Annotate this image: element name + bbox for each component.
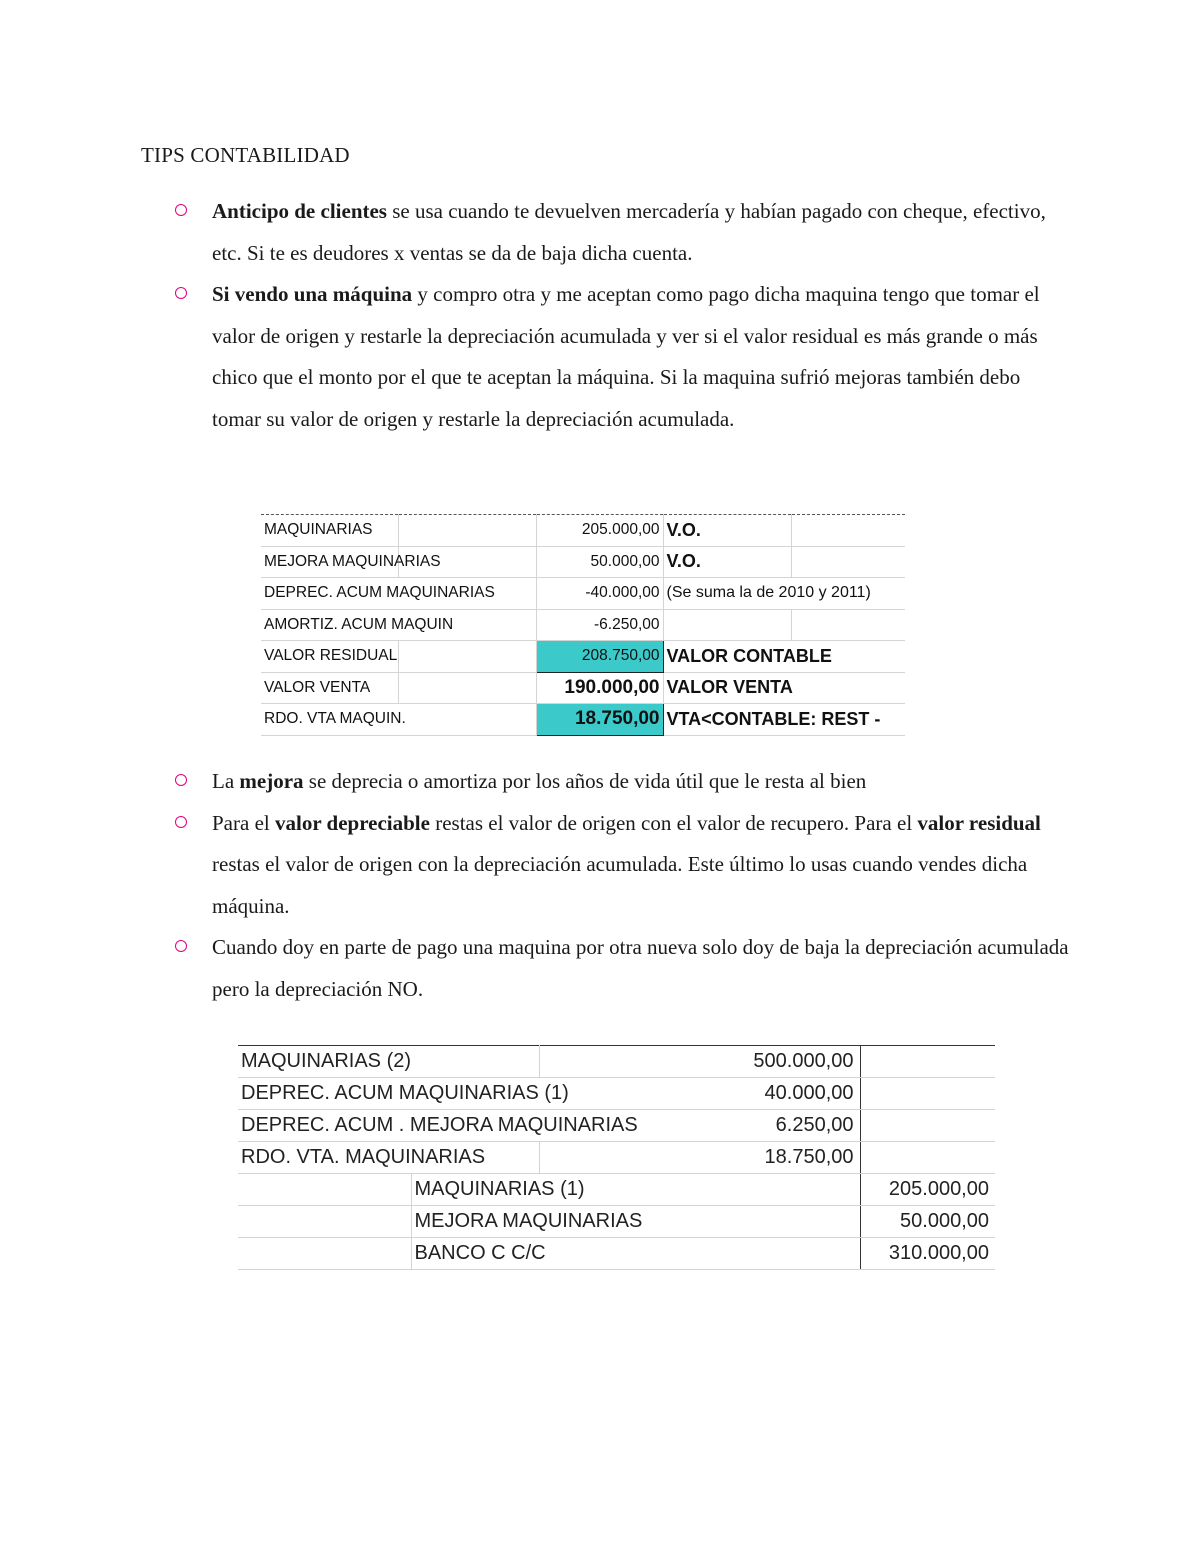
empty-cell	[791, 515, 905, 547]
empty-cell	[398, 641, 536, 673]
empty-cell	[398, 515, 536, 547]
table-row	[261, 704, 905, 736]
row-label: MAQUINARIAS	[261, 515, 398, 547]
empty-cell	[860, 1110, 995, 1142]
debit-amount: 40.000,00	[729, 1078, 860, 1110]
debit-amount: 18.750,00	[729, 1142, 860, 1174]
credit-account: MEJORA MAQUINARIAS	[411, 1206, 729, 1238]
table-row	[238, 1046, 995, 1078]
empty-cell	[238, 1238, 411, 1270]
row-amount: -6.250,00	[536, 609, 663, 641]
row-note: V.O.	[663, 546, 791, 578]
credit-amount: 205.000,00	[860, 1174, 995, 1206]
empty-cell	[729, 1206, 860, 1238]
bullet-circle-icon	[175, 816, 187, 828]
tips-list-top	[141, 191, 1071, 441]
row-amount: 190.000,00	[536, 672, 663, 704]
tip-parte-de-pago	[141, 927, 1071, 1010]
row-note: V.O.	[663, 515, 791, 547]
tip-valor-depreciable	[141, 803, 1071, 928]
credit-amount: 50.000,00	[860, 1206, 995, 1238]
valor-residual-table	[261, 514, 905, 736]
table-row	[238, 1110, 995, 1142]
tip-bold-term: valor residual	[917, 810, 1041, 835]
tip-text: y compro otra y me aceptan como pago dicha maquina tengo que tomar el valor de origen y restarle la depreciación acumulada y ver si el valor residual es más grande o más chico que el monto por el que te aceptan la máquina. Si la maquina sufrió mejoras también debo tomar su valor de origen y restarle la depreciación acumulada.	[212, 282, 1040, 431]
table-row	[238, 1174, 995, 1206]
empty-cell	[398, 672, 536, 704]
highlighted-amount: 208.750,00	[536, 641, 663, 673]
bullet-circle-icon	[175, 287, 187, 299]
tip-text: se usa cuando te devuelven mercadería y habían pagado con cheque, efectivo, etc. Si te es deudores x ventas se da de baja dicha cuenta.	[212, 199, 1046, 265]
tip-text: restas el valor de origen con el valor de recupero. Para el	[429, 810, 918, 835]
empty-cell	[860, 1142, 995, 1174]
empty-cell	[729, 1174, 860, 1206]
credit-account: BANCO C C/C	[411, 1238, 729, 1270]
table-row	[238, 1142, 995, 1174]
empty-cell	[791, 546, 905, 578]
tip-text: restas el valor de origen con la depreciación acumulada. Este último lo usas cuando vendes dicha máquina.	[212, 852, 1028, 918]
table-row	[238, 1238, 995, 1270]
tip-vendo-maquina	[141, 274, 1071, 440]
bullet-circle-icon	[175, 204, 187, 216]
empty-cell	[238, 1206, 411, 1238]
row-label: AMORTIZ. ACUM MAQUIN	[261, 609, 536, 641]
tip-bold-term: Si vendo una máquina	[212, 282, 413, 307]
tip-text: Para el	[212, 810, 275, 835]
debit-account: RDO. VTA. MAQUINARIAS	[238, 1142, 539, 1174]
row-amount: -40.000,00	[536, 578, 663, 610]
table-row	[238, 1206, 995, 1238]
document-title: TIPS CONTABILIDAD	[141, 143, 350, 167]
empty-cell	[791, 609, 905, 641]
tip-mejora	[141, 761, 1071, 803]
bullet-circle-icon	[175, 774, 187, 786]
tip-text: Cuando doy en parte de pago una maquina por otra nueva solo doy de baja la depreciación acumulada pero la depreciación NO.	[212, 935, 1069, 1001]
table-row	[261, 515, 905, 547]
row-note: VALOR CONTABLE	[663, 641, 905, 673]
tips-list-bottom	[141, 761, 1071, 1011]
table-row	[261, 641, 905, 673]
debit-account: MAQUINARIAS (2)	[238, 1046, 539, 1078]
row-note: VTA<CONTABLE: REST -	[663, 704, 905, 736]
tip-text: se deprecia o amortiza por los años de vida útil que le resta al bien	[303, 769, 867, 793]
row-label: DEPREC. ACUM MAQUINARIAS	[261, 578, 536, 610]
table-row	[261, 609, 905, 641]
row-amount: 205.000,00	[536, 515, 663, 547]
credit-amount: 310.000,00	[860, 1238, 995, 1270]
tip-text: La	[212, 769, 240, 793]
row-label: VALOR VENTA	[261, 672, 398, 704]
empty-cell	[539, 1142, 729, 1174]
row-amount: 50.000,00	[536, 546, 663, 578]
table-row	[238, 1078, 995, 1110]
empty-cell	[539, 1046, 729, 1078]
tip-bold-term: Anticipo de clientes	[212, 199, 387, 223]
debit-amount: 500.000,00	[729, 1046, 860, 1078]
asiento-table	[238, 1045, 995, 1270]
debit-account: DEPREC. ACUM . MEJORA MAQUINARIAS	[238, 1110, 729, 1142]
row-label: VALOR RESIDUAL	[261, 641, 398, 673]
table-row	[261, 672, 905, 704]
empty-cell	[238, 1174, 411, 1206]
empty-cell	[663, 609, 791, 641]
row-label: MEJORA MAQUINARIAS	[261, 546, 398, 578]
tip-anticipo-clientes	[141, 191, 1071, 274]
credit-account: MAQUINARIAS (1)	[411, 1174, 729, 1206]
debit-amount: 6.250,00	[729, 1110, 860, 1142]
table-row	[261, 546, 905, 578]
empty-cell	[860, 1078, 995, 1110]
empty-cell	[860, 1046, 995, 1078]
bullet-circle-icon	[175, 940, 187, 952]
debit-account: DEPREC. ACUM MAQUINARIAS (1)	[238, 1078, 729, 1110]
row-note: VALOR VENTA	[663, 672, 905, 704]
table-row	[261, 578, 905, 610]
highlighted-amount: 18.750,00	[536, 704, 663, 736]
tip-bold-term: valor depreciable	[274, 810, 430, 835]
tip-bold-term: mejora	[239, 769, 304, 793]
row-label: RDO. VTA MAQUIN.	[261, 704, 536, 736]
empty-cell	[729, 1238, 860, 1270]
row-note: (Se suma la de 2010 y 2011)	[663, 578, 905, 610]
